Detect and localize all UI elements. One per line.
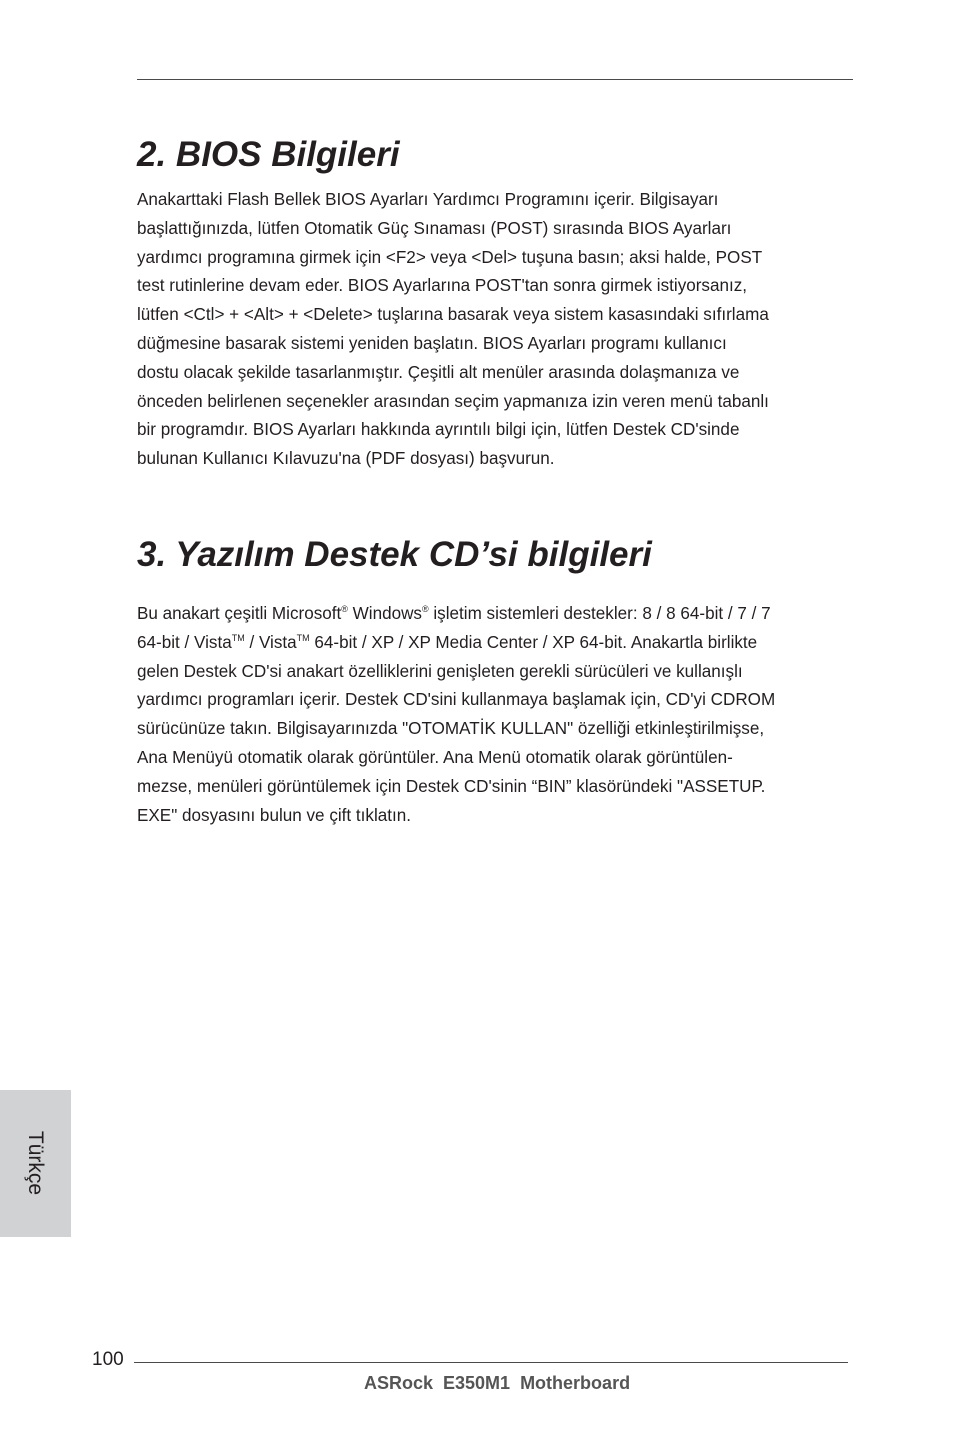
language-side-tab [0, 1090, 71, 1237]
paragraph-line: bir programdır. BIOS Ayarları hakkında ayrıntılı bilgi için, lütfen Destek CD'sinde [137, 420, 740, 440]
text-run: 64-bit / Vista [137, 632, 232, 652]
paragraph-line: lütfen <Ctl> + <Alt> + <Delete> tuşlarına basarak veya sistem kasasındaki sıfırlama [137, 305, 769, 325]
paragraph-line: EXE" dosyasını bulun ve çift tıklatın. [137, 805, 412, 825]
paragraph-bios [137, 186, 853, 474]
paragraph-line: gelen Destek CD'si anakart özelliklerini genişleten gerekli sürücüleri ve kullanışlı [137, 661, 743, 681]
registered-mark: ® [421, 604, 429, 614]
paragraph-line: Ana Menüyü otomatik olarak görüntüler. Ana Menü otomatik olarak görüntülen- [137, 747, 733, 767]
paragraph-line: yardımcı programına girmek için <F2> veya <Del> tuşuna basın; aksi halde, POST [137, 247, 763, 267]
paragraph-line: test rutinlerine devam eder. BIOS Ayarlarına POST'tan sonra girmek istiyorsanız, [137, 276, 748, 296]
section-title-support-cd: 3. Yazılım Destek CD’si bilgileri [137, 535, 652, 574]
text-run: 64-bit / XP / XP Media Center / XP 64-bit. Anakartla birlikte [309, 632, 758, 652]
trademark-mark: TM [231, 632, 245, 643]
registered-mark: ® [341, 604, 348, 614]
footer-product-name: ASRock E350M1 Motherboard [364, 1373, 631, 1393]
text-run: Windows [347, 604, 422, 623]
paragraph-support-cd [137, 600, 853, 830]
paragraph-line: mezse, menüleri görüntülemek için Destek CD'sinin “BIN” klasöründeki "ASSETUP. [137, 776, 766, 796]
paragraph-line: dostu olacak şekilde tasarlanmıştır. Çeşitli alt menüler arasında dolaşmanıza ve [137, 362, 740, 382]
paragraph-line: yardımcı programları içerir. Destek CD'sini kullanmaya başlamak için, CD'yi CDROM [137, 690, 776, 710]
text-run: Bu anakart çeşitli Microsoft [137, 604, 342, 623]
paragraph-line [137, 600, 853, 629]
paragraph-line [137, 629, 853, 658]
paragraph-line: bulunan Kullanıcı Kılavuzu'na (PDF dosyası) başvurun. [137, 449, 555, 469]
paragraph-line: düğmesine basarak sistemi yeniden başlatın. BIOS Ayarları programı kullanıcı [137, 333, 727, 353]
trademark-mark: TM [296, 632, 310, 643]
footer-rule [134, 1362, 848, 1363]
header-rule [137, 79, 853, 80]
section-title-bios: 2. BIOS Bilgileri [137, 135, 400, 174]
paragraph-line: sürücünüze takın. Bilgisayarınızda "OTOMATİK KULLAN" özelliği etkinleştirilmişse, [137, 719, 765, 739]
paragraph-line: önceden belirlenen seçenekler arasından seçim yapmanıza izin veren menü tabanlı [137, 391, 769, 411]
text-run: / Vista [244, 632, 297, 652]
text-run: işletim sistemleri destekler: 8 / 8 64-bit / 7 / 7 [428, 604, 771, 623]
language-tab-label: Türkçe [24, 1130, 47, 1196]
page-number: 100 [92, 1349, 124, 1370]
paragraph-line: başlattığınızda, lütfen Otomatik Güç Sınaması (POST) sırasında BIOS Ayarları [137, 218, 732, 238]
paragraph-line: Anakarttaki Flash Bellek BIOS Ayarları Yardımcı Programını içerir. Bilgisayarı [137, 190, 719, 209]
